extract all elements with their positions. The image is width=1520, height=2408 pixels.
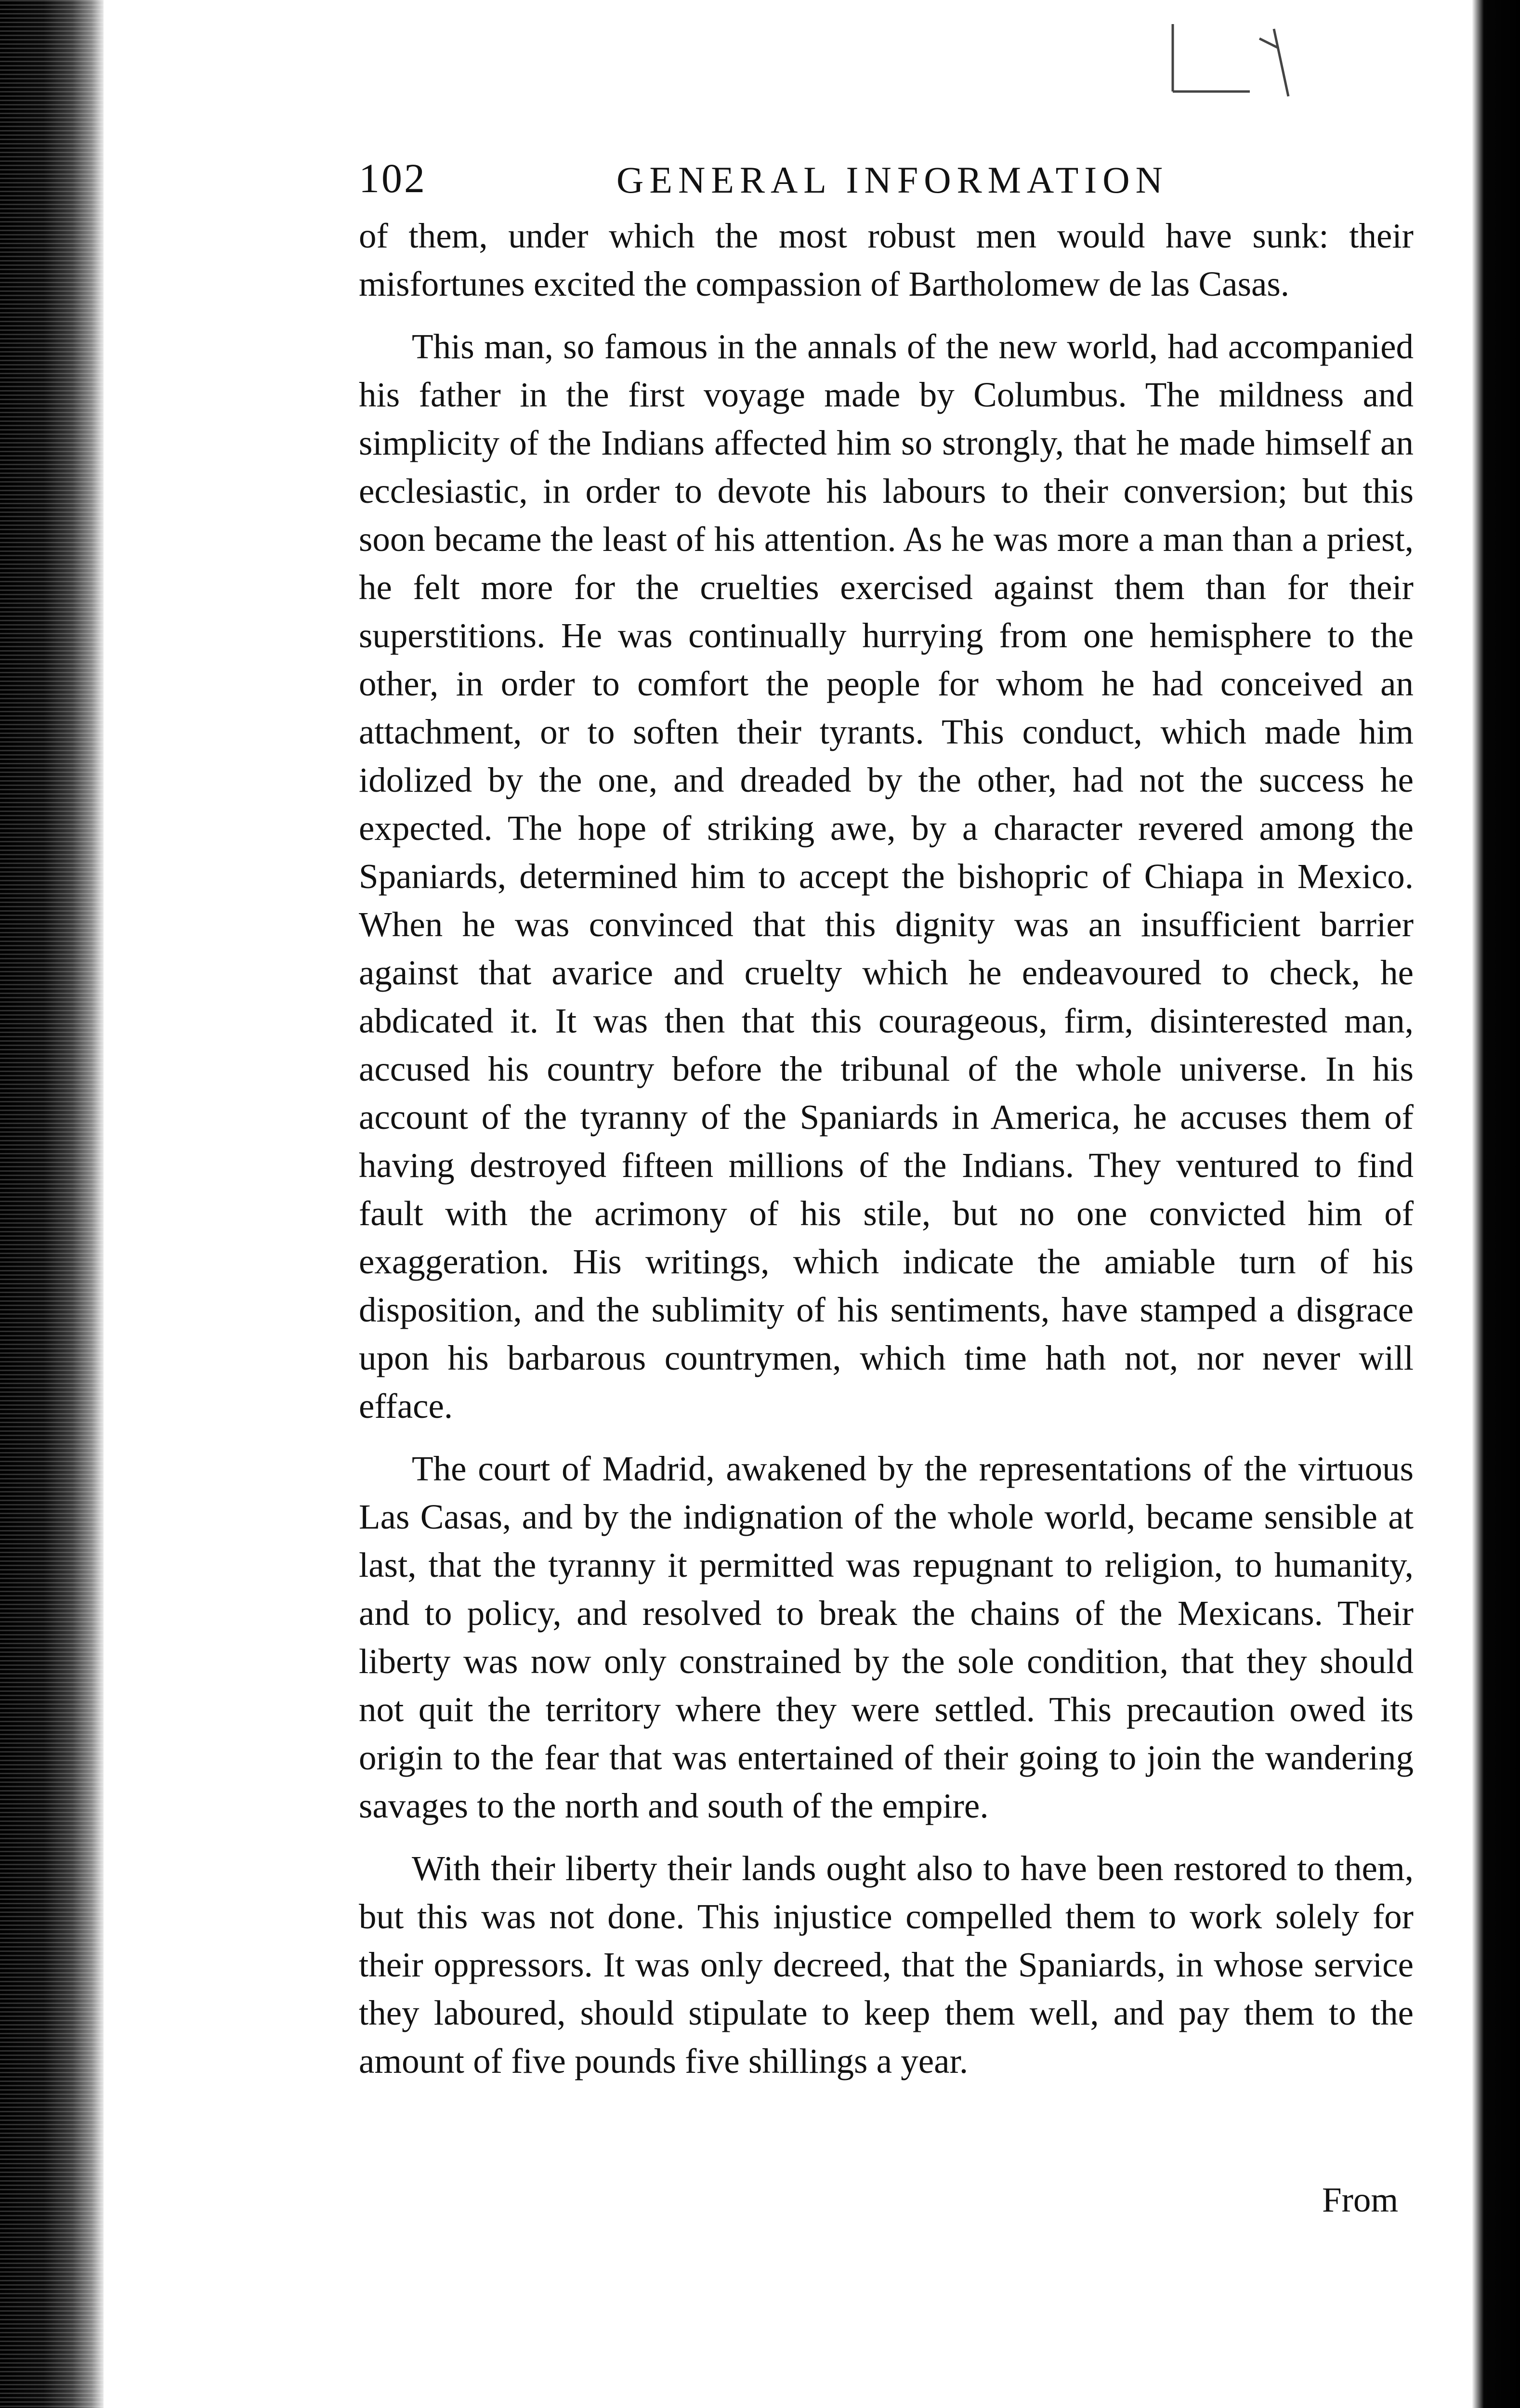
facing-page-edge xyxy=(1457,0,1520,2408)
paragraph-2: This man, so famous in the annals of the new world, had accompanied his father in the first voyage made by Columbus. The mildness and simplicity of the Indians affected him so strongly, that he made himself an ecclesiastic, in order to devote his labours to their conversion; but this soon became the least of his attention. As he was more a man than a priest, he felt more for the cruelties exercised against them than for their superstitions. He was continually hurrying from one hemisphere to the other, in order to comfort the people for whom he had conceived an attachment, or to soften their tyrants. This conduct, which made him idolized by the one, and dreaded by the other, had not the success he expected. The hope of striking awe, by a character revered among the Spaniards, determined him to accept the bishopric of Chiapa in Mexico. When he was convinced that this dignity was an insufficient barrier against that avarice and cruelty which he endeavoured to check, he abdicated it. It was then that this courageous, firm, disinterested man, accused his country before the tribunal of the whole universe. In his account of the tyranny of the Spaniards in America, he accuses them of having destroyed fifteen millions of the Indians. They ventured to find fault with the acrimony of his stile, but no one convicted him of exaggeration. His writings, which indicate the amiable turn of his disposition, and the sublimity of his sentiments, have stamped a disgrace upon his barbarous countrymen, which time hath not, nor never will efface. xyxy=(359,327,1414,1426)
running-head: GENERAL INFORMATION xyxy=(616,159,1168,201)
book-spine-shadow xyxy=(0,0,104,2408)
paragraph-3: The court of Madrid, awakened by the representations of the virtuous Las Casas, and by the indignation of the whole world, became sensible at last, that the tyranny it permitted was repugnant to religion, to humanity, and to policy, and resolved to break the chains of the Mexicans. Their liberty was now only constrained by the sole condition, that they should not quit the territory where they were settled. This precaution owed its origin to the fear that was entertained of their going to join the wandering savages to the north and south of the empire. xyxy=(359,1449,1414,1825)
page-header xyxy=(359,149,1418,217)
paragraph-4: With their liberty their lands ought also to have been restored to them, but this was not done. This injustice compelled them to work solely for their oppressors. It was only decreed, that the Spaniards, in whose service they laboured, should stipulate to keep them well, and pay them to the amount of five pounds five shillings a year. xyxy=(359,1849,1414,2081)
pencil-mark-icon xyxy=(1163,19,1308,125)
paragraph-1: of them, under which the most robust men would have sunk: their misfortunes excited the compassion of Bartholomew de las Casas. xyxy=(359,216,1414,303)
page-number: 102 xyxy=(359,155,427,201)
book-page xyxy=(104,0,1457,2408)
body-text xyxy=(359,212,1414,2085)
catchword: From xyxy=(1322,2180,1399,2219)
